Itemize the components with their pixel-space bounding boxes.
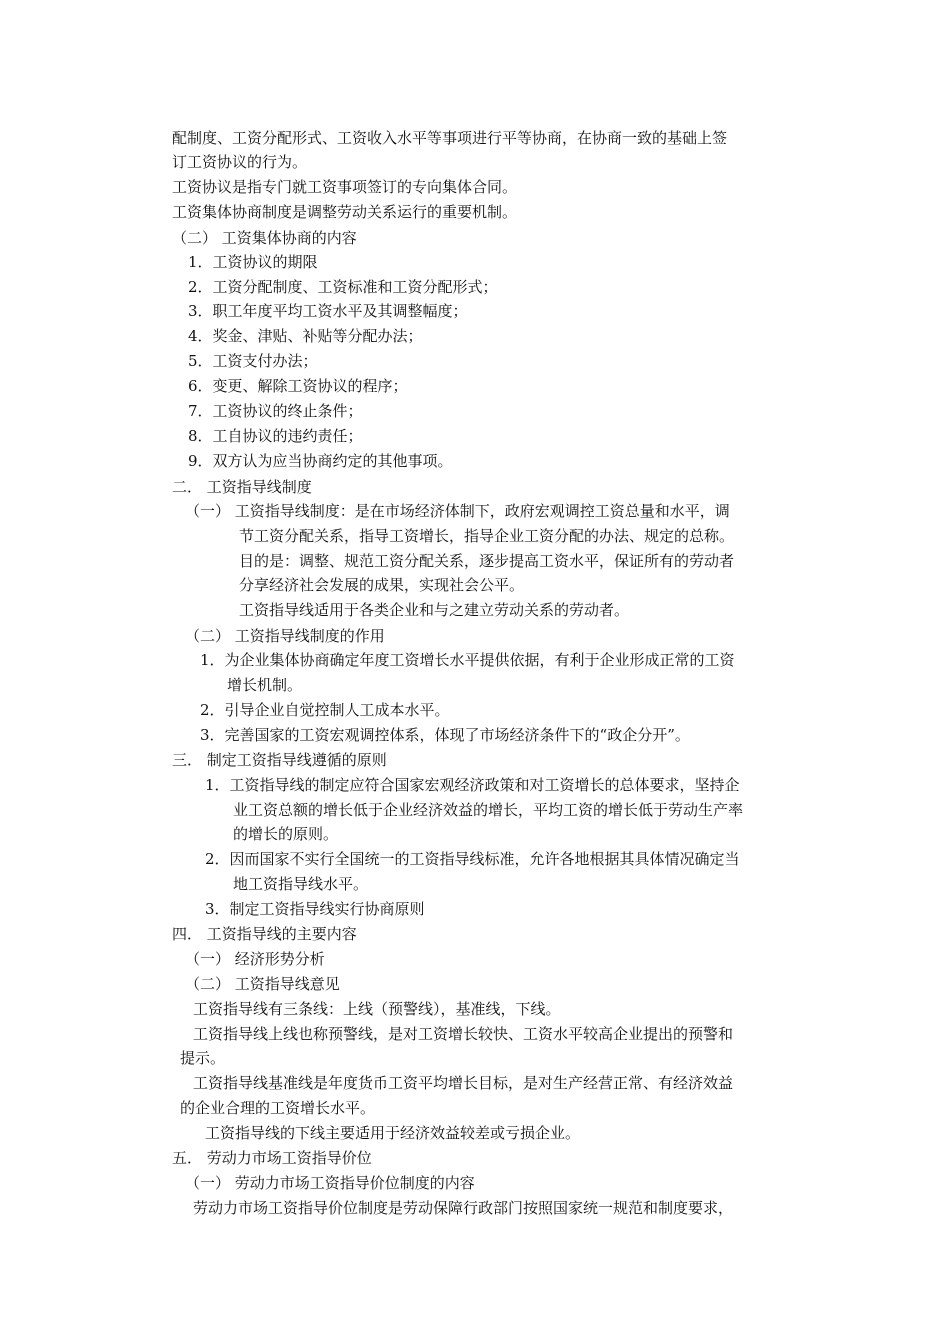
text-line: 增长机制。 — [227, 676, 303, 694]
text-line: 工资协议是指专门就工资事项签订的专向集体合同。 — [172, 178, 518, 196]
text-line: 的增长的原则。 — [233, 825, 339, 843]
list-item: 1．为企业集体协商确定年度工资增长水平提供依据，有利于企业形成正常的工资 — [200, 651, 735, 669]
subsection-heading: （一） 工资指导线制度：是在市场经济体制下，政府宏观调控工资总量和水平，调 — [185, 502, 730, 520]
list-item: 6．变更、解除工资协议的程序； — [188, 377, 408, 395]
list-item: 3．制定工资指导线实行协商原则 — [205, 900, 425, 918]
list-item: 7．工资协议的终止条件； — [188, 402, 363, 420]
text-line: 工资指导线有三条线：上线（预警线），基准线，下线。 — [193, 1000, 561, 1018]
subsection-heading: （一） 劳动力市场工资指导价位制度的内容 — [185, 1174, 475, 1192]
subsection-heading: （二） 工资指导线意见 — [185, 975, 340, 993]
list-item: 5．工资支付办法； — [188, 352, 318, 370]
list-item: 9．双方认为应当协商约定的其他事项。 — [188, 452, 453, 470]
list-item: 2．工资分配制度、工资标准和工资分配形式； — [188, 278, 498, 296]
section-heading: 四． 工资指导线的主要内容 — [172, 925, 357, 943]
text-line: 劳动力市场工资指导价位制度是劳动保障行政部门按照国家统一规范和制度要求， — [193, 1199, 734, 1217]
text-line: 工资指导线的下线主要适用于经济效益较差或亏损企业。 — [205, 1124, 581, 1142]
text-line: 业工资总额的增长低于企业经济效益的增长，平均工资的增长低于劳动生产率 — [233, 801, 744, 819]
list-item: 2．因而国家不实行全国统一的工资指导线标准，允许各地根据其具体情况确定当 — [205, 850, 740, 868]
section-heading: 二． 工资指导线制度 — [172, 478, 312, 496]
list-item: 4．奖金、津贴、补贴等分配办法； — [188, 327, 423, 345]
list-item: 3．完善国家的工资宏观调控体系，体现了市场经济条件下的“政企分开”。 — [200, 726, 690, 744]
text-line: 的企业合理的工资增长水平。 — [180, 1099, 376, 1117]
list-item: 1．工资协议的期限 — [188, 253, 318, 271]
text-line: 订工资协议的行为。 — [172, 153, 308, 171]
text-line: 工资指导线上线也称预警线，是对工资增长较快、工资水平较高企业提出的预警和 — [193, 1025, 734, 1043]
list-item: 2．引导企业自觉控制人工成本水平。 — [200, 701, 450, 719]
section-heading: （二） 工资集体协商的内容 — [172, 229, 357, 247]
text-line: 工资指导线适用于各类企业和与之建立劳动关系的劳动者。 — [239, 601, 630, 619]
text-line: 配制度、工资分配形式、工资收入水平等事项进行平等协商，在协商一致的基础上签 — [172, 129, 728, 147]
subsection-heading: （一） 经济形势分析 — [185, 950, 325, 968]
section-heading: 三． 制定工资指导线遵循的原则 — [172, 751, 387, 769]
text-line: 地工资指导线水平。 — [233, 875, 369, 893]
list-item: 3．职工年度平均工资水平及其调整幅度； — [188, 302, 468, 320]
text-line: 节工资分配关系，指导工资增长，指导企业工资分配的办法、规定的总称。 — [239, 527, 735, 545]
text-line: 工资集体协商制度是调整劳动关系运行的重要机制。 — [172, 203, 518, 221]
subsection-heading: （二） 工资指导线制度的作用 — [185, 627, 385, 645]
text-line: 工资指导线基准线是年度货币工资平均增长目标，是对生产经营正常、有经济效益 — [193, 1074, 734, 1092]
list-item: 8．工自协议的违约责任； — [188, 427, 363, 445]
text-line: 目的是：调整、规范工资分配关系，逐步提高工资水平，保证所有的劳动者 — [239, 552, 735, 570]
list-item: 1．工资指导线的制定应符合国家宏观经济政策和对工资增长的总体要求，坚持企 — [205, 776, 740, 794]
text-line: 提示。 — [180, 1049, 226, 1067]
text-line: 分享经济社会发展的成果，实现社会公平。 — [239, 576, 525, 594]
section-heading: 五． 劳动力市场工资指导价位 — [172, 1149, 372, 1167]
